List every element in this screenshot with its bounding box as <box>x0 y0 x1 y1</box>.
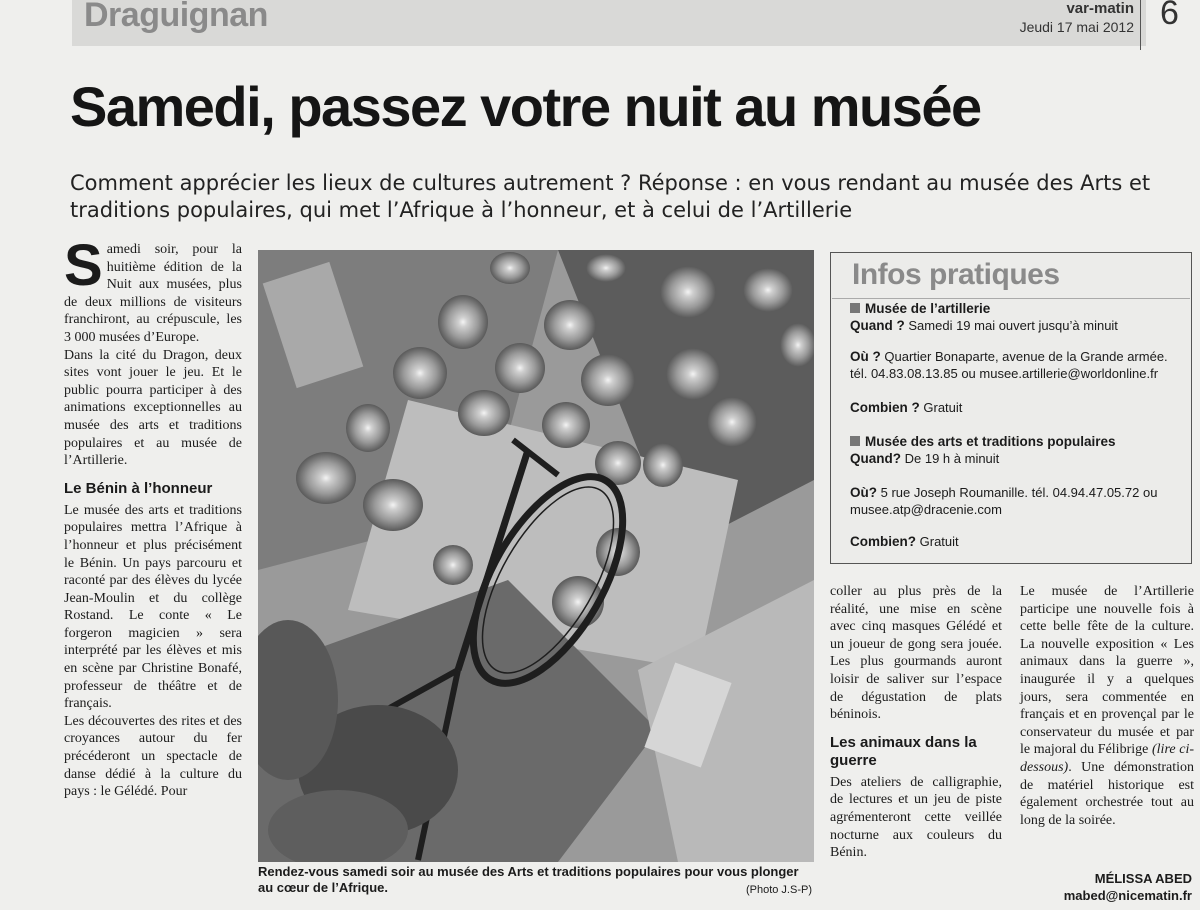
paragraph-6: Des ateliers de calligraphie, de lectures et un jeu de piste agrémenteront cette veillée nocturne aux couleurs du Bénin. <box>830 774 1002 861</box>
author-email: mabed@nicematin.fr <box>1063 888 1192 903</box>
museum-photo <box>258 250 814 862</box>
museum1-where-label: Où ? <box>850 349 881 364</box>
author-signature <box>1020 870 1192 904</box>
museum1-price-label: Combien ? <box>850 400 920 415</box>
museum2-where: 5 rue Joseph Roumanille. tél. 04.94.47.05.72 ou musee.atp@dracenie.com <box>850 485 1158 517</box>
article-column-middle <box>830 583 1002 862</box>
paragraph-7 <box>1020 583 1194 829</box>
infobox-divider <box>832 298 1190 299</box>
article-intro <box>64 233 242 347</box>
paragraph-5: coller au plus près de la réalité, une mise en scène avec cinq masques Gélédé et un joueur de gong sera jouée. Les plus gourmands auront loisir de saliver sur l’espace de dégustation de plats béninois. <box>830 584 1002 723</box>
info-museum1-where <box>850 348 1185 382</box>
museum2-price: Gratuit <box>919 534 959 549</box>
paragraph-4: Les découvertes des rites et des croyances autour du fer précéderont un spectacle de danse dédié à la culture du pays : le Gélédé. Pour <box>64 713 242 800</box>
photo-credit: (Photo J.S-P) <box>745 884 812 896</box>
info-museum2-where <box>850 484 1185 518</box>
museum1-when-label: Quand ? <box>850 318 905 333</box>
paragraph-7-part-b: . Une démonstration de matériel historique est également orchestrée tout au long de la soirée. <box>1020 759 1194 828</box>
subheadline: Comment apprécier les lieux de cultures autrement ? Réponse : en vous rendant au musée des Arts et traditions populaires, qui met l’Afrique à l’honneur, et à celui de l’Artillerie <box>70 171 1151 222</box>
museum2-price-label: Combien? <box>850 534 916 549</box>
header-divider <box>1140 0 1141 50</box>
publication-date: Jeudi 17 mai 2012 <box>1019 19 1134 35</box>
newspaper-name: var-matin <box>1066 0 1134 17</box>
paragraph-2: Dans la cité du Dragon, deux sites vont jouer le jeu. Et le public pourra participer à des animations exceptionnelles au musée des arts et traditions populaires et au musée de l’Artillerie. <box>64 347 242 469</box>
section-name: Draguignan <box>84 0 268 34</box>
author-name: MÉLISSA ABED <box>1094 871 1192 886</box>
article-column-left <box>64 233 242 801</box>
museum2-name: Musée des arts et traditions populaires <box>865 434 1116 449</box>
museum2-when: De 19 h à minuit <box>904 451 1000 466</box>
paragraph-7-reference: (lire ci-dessous) <box>1020 742 1194 775</box>
info-museum1-heading <box>850 300 1185 334</box>
article-column-right <box>1020 583 1194 829</box>
museum1-price: Gratuit <box>923 400 963 415</box>
info-museum2-price <box>850 533 1185 550</box>
museum1-when: Samedi 19 mai ouvert jusqu’à minuit <box>908 318 1118 333</box>
paragraph-1: amedi soir, pour la huitième édition de la Nuit aux musées, plus de deux millions de visiteurs franchiront, au crépuscule, les 3 000 musées d’Europe. <box>64 242 242 345</box>
info-museum1-price <box>850 399 1185 416</box>
page-number: 6 <box>1160 0 1179 32</box>
paragraph-7-part-a: Le musée de l’Artillerie participe une nouvelle fois à cette belle fête de la culture. La nouvelle exposition « Les animaux dans la guerre », inaugurée il y a quelques jours, sera commentée en français et en provençal par le conservateur du musée et par le majoral du Félibrige <box>1020 584 1194 758</box>
headline: Samedi, passez votre nuit au musée <box>70 75 981 138</box>
museum1-name: Musée de l’artillerie <box>865 301 991 316</box>
info-museum2-heading <box>850 433 1185 467</box>
drop-cap: S <box>64 233 103 298</box>
museum2-when-label: Quand? <box>850 451 901 466</box>
photo-caption: Rendez-vous samedi soir au musée des Arts et traditions populaires pour vous plonger au cœur de l’Afrique. <box>258 864 799 895</box>
bullet-square-icon <box>850 303 860 313</box>
museum1-where: Quartier Bonaparte, avenue de la Grande armée. tél. 04.83.08.13.85 ou musee.artillerie@worldonline.fr <box>850 349 1168 381</box>
subtitle-benin: Le Bénin à l’honneur <box>64 479 213 497</box>
museum2-where-label: Où? <box>850 485 877 500</box>
subtitle-animaux: Les animaux dans la guerre <box>830 733 977 769</box>
infobox-title: Infos pratiques <box>852 258 1060 291</box>
bullet-square-icon <box>850 436 860 446</box>
paragraph-3: Le musée des arts et traditions populaires mettra l’Afrique à l’honneur et plus précisément le Bénin. Un pays parcouru et raconté par des élèves du lycée Jean-Moulin et du collège Rostand. Le conte « Le forgeron magicien » sera interprété par les élèves et mis en scène par Christine Bonafé, professeur de théâtre et de français. <box>64 502 242 712</box>
photo-illustration <box>258 250 814 862</box>
